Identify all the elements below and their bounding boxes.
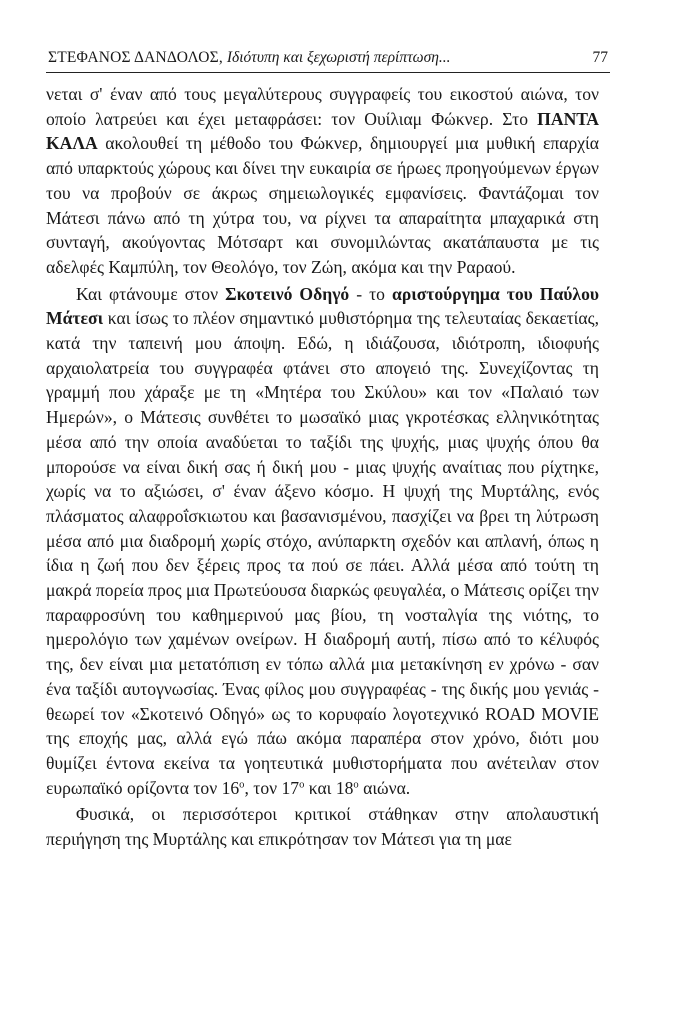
header-author: ΣΤΕΦΑΝΟΣ ΔΑΝΔΟΛΟΣ,: [48, 49, 223, 66]
text-run: και ίσως το πλέον σημαντικό μυθιστόρημα της τελευταίας δεκαετίας, κατά την ταπεινή μου άποψη. Εδώ, η ιδιάζουσα, ιδιότροπη, ιδιοφυής αρχαιολατρεία του συγγραφέα φτάνει στο απογειό της. Συνεχίζοντας τη γραμμή που χάραξε με τη «Μητέρα του Σκύλου» και τον «Παλαιό των Ημερών», ο Μάτεσις συνθέτει το μωσαϊκό μιας γκροτέσκας ελληνικότητας μέσα από την οποία αναδύεται το ταξίδι της ψυχής, μιας ψυχής όπου θα μπορούσε να είναι δική σας ή δική μου - μιας ψυχής αναίτιας που ρίχτηκε, χωρίς να το αξιώσει, σ' έναν άξενο κόσμο. Η ψυχή της Μυρτάλης, ενός πλάσματος αλαφροΐσκιωτου και βασανισμένου, πασχίζει να βρει τη λύτρωση μέσα από μια διαδρομή χωρίς στόχο, ανύπαρκτη σχεδόν και απλανή, όπως η ίδια η ζωή που δεν ξέρεις προς τα πού σε πάει. Αλλά μέσα από τούτη τη μακρά πορεία προς μια Πρωτεύουσα διαρκώς φευγαλέα, ο Μάτεσις ορίζει την παραφροσύνη του καθημερινού μας βίου, τη νοσταλγία της νιότης, το ημερολόγιο των χαμένων ονείρων. Η διαδρομή αυτή, πίσω από το κέλυφός της, δεν είναι μια μετατόπιση εν τόπω αλλά μια μετακίνηση εν χρόνω - σαν ένα ταξίδι αυτογνωσίας. Ένας φίλος μου συγγραφέας - της δικής μου γενιάς - θεωρεί τον «Σκοτεινό Οδηγό» ως το κορυφαίο λογοτεχνικό ROAD MOVIE της εποχής μας, αλλά εγώ πάω ακόμα παραπέρα στον χρόνο, διότι μου θυμίζει έντονα εκείνα τα γοητευτικά μυθιστορήματα που ανέτειλαν στον ευρωπαϊκό ορίζοντα τον 16: [46, 308, 599, 798]
ordinal-superscript: ο: [353, 779, 359, 791]
ordinal-superscript: ο: [239, 779, 245, 791]
bold-text: Σκοτεινό Οδηγό: [225, 283, 350, 304]
text-run: Και φτάνουμε στον: [76, 283, 226, 304]
paragraph-1: [46, 82, 599, 280]
bold-text: ΠΑΝΤΑ ΚΑΛΑ: [46, 108, 599, 154]
body-text: [46, 82, 599, 852]
text-run: , τον 17: [244, 777, 300, 798]
header-work-title: Ιδιότυπη και ξεχωριστή περίπτωση...: [226, 49, 451, 66]
text-run: Φυσικά, οι περισσότεροι κριτικοί στάθηκαν στην απολαυστική περιήγηση της Μυρτάλης και επικρότησαν τον Μάτεσι για τη μαε: [46, 804, 599, 850]
page-number: 77: [592, 49, 608, 66]
running-header: [48, 48, 608, 68]
ordinal-superscript: ο: [299, 779, 305, 791]
bold-text: αριστούργημα του Παύλου Μάτεσι: [46, 283, 599, 329]
paragraph-2: [46, 282, 599, 801]
header-rule: [46, 72, 610, 73]
text-run: αιώνα.: [358, 777, 411, 798]
text-run: - το: [349, 283, 392, 304]
paragraph-3: [46, 802, 599, 851]
text-run: νεται σ' έναν από τους μεγαλύτερους συγγραφείς του εικοστού αιώνα, τον οποίο λατρεύει και έχει μεταφράσει: τον Ουίλιαμ Φώκνερ. Στο: [46, 84, 599, 129]
text-run: και 18: [304, 777, 354, 798]
text-run: ακολουθεί τη μέθοδο του Φώκνερ, δημιουργεί μια μυθική επαρχία από υπαρκτούς χώρους και δίνει την ευκαιρία σε ήρωες προηγούμενων έργων του να προβούν σε άκρως σημειωλογικές εμφανίσεις. Φαντάζομαι τον Μάτεσι πάνω από τη χύτρα του, να ρίχνει τα απαραίτητα μπαχαρικά στη συνταγή, ακούγοντας Μότσαρτ και συνομιλώντας ακατάπαυστα με τις αδελφές Καμπύλη, τον Θεολόγο, τον Ζώη, ακόμα και την Ραραού.: [46, 133, 599, 277]
